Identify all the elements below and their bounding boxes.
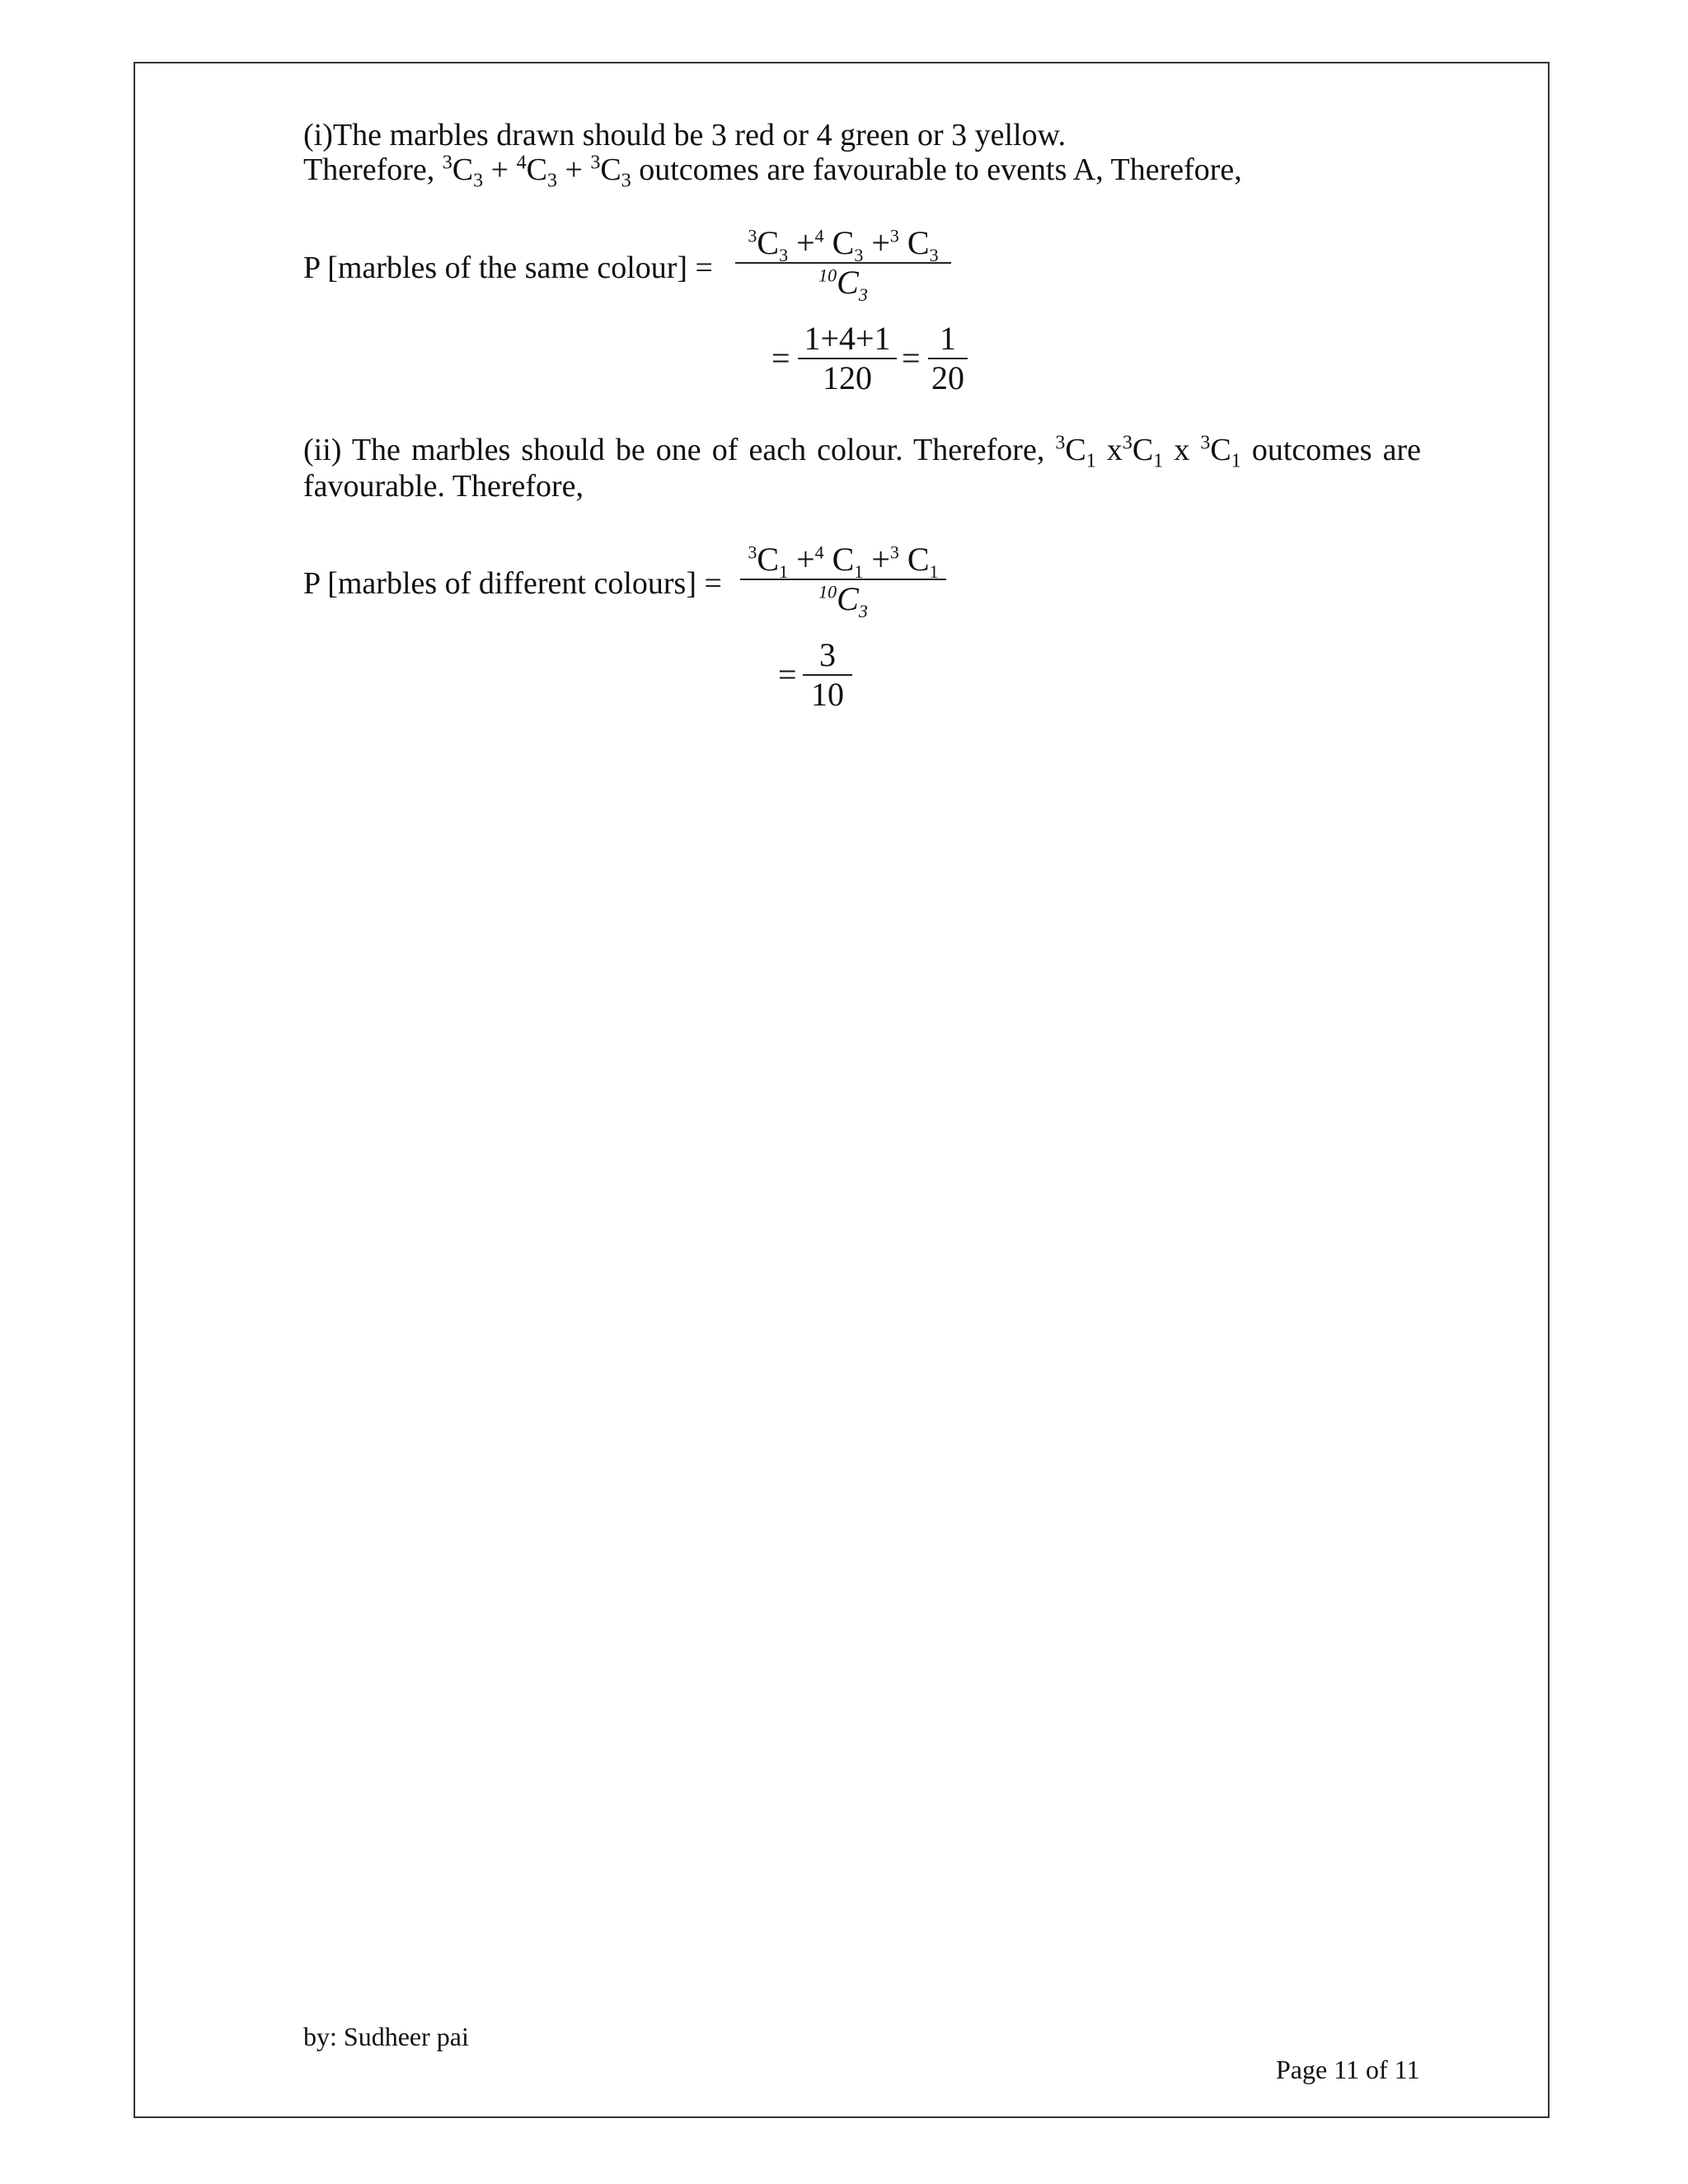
result-denominator: 10: [811, 676, 844, 713]
den-sub: 3: [858, 284, 868, 305]
plus-sign: +: [556, 152, 591, 187]
same-colour-fraction: [735, 224, 951, 305]
result-numerator: 1: [940, 320, 956, 357]
result-fraction-different: [803, 636, 852, 714]
t2-base: C: [1132, 433, 1154, 467]
different-colours-label: P [marbles of different colours] =: [303, 566, 722, 601]
t1-base: C: [1065, 433, 1086, 467]
t1-sup: 3: [1055, 432, 1066, 454]
term3-sup: 3: [590, 152, 601, 174]
num-sup1: 3: [748, 225, 757, 246]
num-plus1: +: [796, 541, 815, 578]
part-i-line2-suffix: outcomes are favourable to events A, Therefore,: [631, 152, 1242, 187]
num-sup2: 4: [814, 225, 824, 246]
num-sup2: 4: [814, 541, 824, 563]
num-sub2: 1: [854, 561, 864, 582]
num-base3: C: [907, 224, 930, 261]
num-base3: C: [907, 541, 930, 578]
term2-sub: 3: [546, 170, 557, 192]
part-i-statement: [303, 117, 1066, 153]
different-colours-denominator: [740, 580, 946, 621]
step-denominator: 120: [823, 359, 872, 396]
same-colour-denominator: [735, 264, 951, 305]
t1-sub: 1: [1085, 450, 1096, 472]
term1-sub: 3: [473, 170, 484, 192]
term1-base: C: [452, 152, 474, 187]
part-ii-line1-suffix: outcomes are: [1240, 433, 1421, 467]
den-sup: 10: [818, 581, 837, 602]
different-colours-numerator: [740, 541, 946, 582]
plus-sign: +: [483, 152, 517, 187]
part-ii-statement: [303, 432, 1421, 472]
term3-base: C: [600, 152, 621, 187]
part-i-line1: (i)The marbles drawn should be 3 red or 4 green or 3 yellow.: [303, 118, 1067, 152]
result-fraction-same: [928, 320, 968, 397]
num-sub1: 3: [779, 245, 789, 265]
t2-sub: 1: [1153, 450, 1164, 472]
num-sub1: 1: [779, 561, 789, 582]
den-base: C: [837, 264, 859, 301]
term1-sup: 3: [442, 152, 452, 174]
t2-sup: 3: [1122, 432, 1132, 454]
same-colour-numerator: [735, 224, 951, 265]
t3-sup: 3: [1200, 432, 1211, 454]
num-sub3: 1: [929, 561, 939, 582]
result-numerator: 3: [819, 636, 836, 673]
num-base2: C: [832, 224, 855, 261]
num-base2: C: [832, 541, 855, 578]
step-fraction: [798, 320, 897, 397]
different-colours-fraction: [740, 541, 946, 621]
num-base1: C: [757, 224, 780, 261]
times-1: x: [1095, 433, 1123, 467]
num-sup1: 3: [748, 541, 757, 563]
num-plus2: +: [871, 224, 890, 261]
den-sup: 10: [818, 265, 837, 286]
equals-sign: =: [778, 656, 797, 693]
num-base1: C: [757, 541, 780, 578]
num-sub3: 3: [929, 245, 939, 265]
den-sub: 3: [858, 601, 868, 621]
num-sup3: 3: [889, 225, 899, 246]
den-base: C: [837, 580, 859, 617]
t3-sub: 1: [1231, 450, 1241, 472]
page-number: Page 11 of 11: [1276, 2055, 1420, 2084]
term2-base: C: [526, 152, 547, 187]
term2-sup: 4: [516, 152, 527, 174]
part-i-therefore-line: [303, 152, 1242, 192]
t3-base: C: [1210, 433, 1231, 467]
num-plus2: +: [871, 541, 890, 578]
term3-sub: 3: [621, 170, 631, 192]
result-denominator: 20: [931, 359, 964, 396]
step-numerator: 1+4+1: [804, 320, 891, 357]
num-plus1: +: [796, 224, 815, 261]
same-colour-label: P [marbles of the same colour] =: [303, 251, 713, 285]
times-2: x: [1163, 433, 1201, 467]
part-ii-line2: favourable. Therefore,: [303, 469, 584, 504]
num-sub2: 3: [854, 245, 864, 265]
equals-sign: =: [771, 340, 790, 377]
equals-sign: =: [902, 340, 921, 377]
part-i-line2-prefix: Therefore,: [303, 152, 443, 187]
part-ii-line1-prefix: (ii) The marbles should be one of each colour. Therefore,: [303, 433, 1056, 467]
num-sup3: 3: [889, 541, 899, 563]
footer-author: by: Sudheer pai: [303, 2022, 469, 2051]
